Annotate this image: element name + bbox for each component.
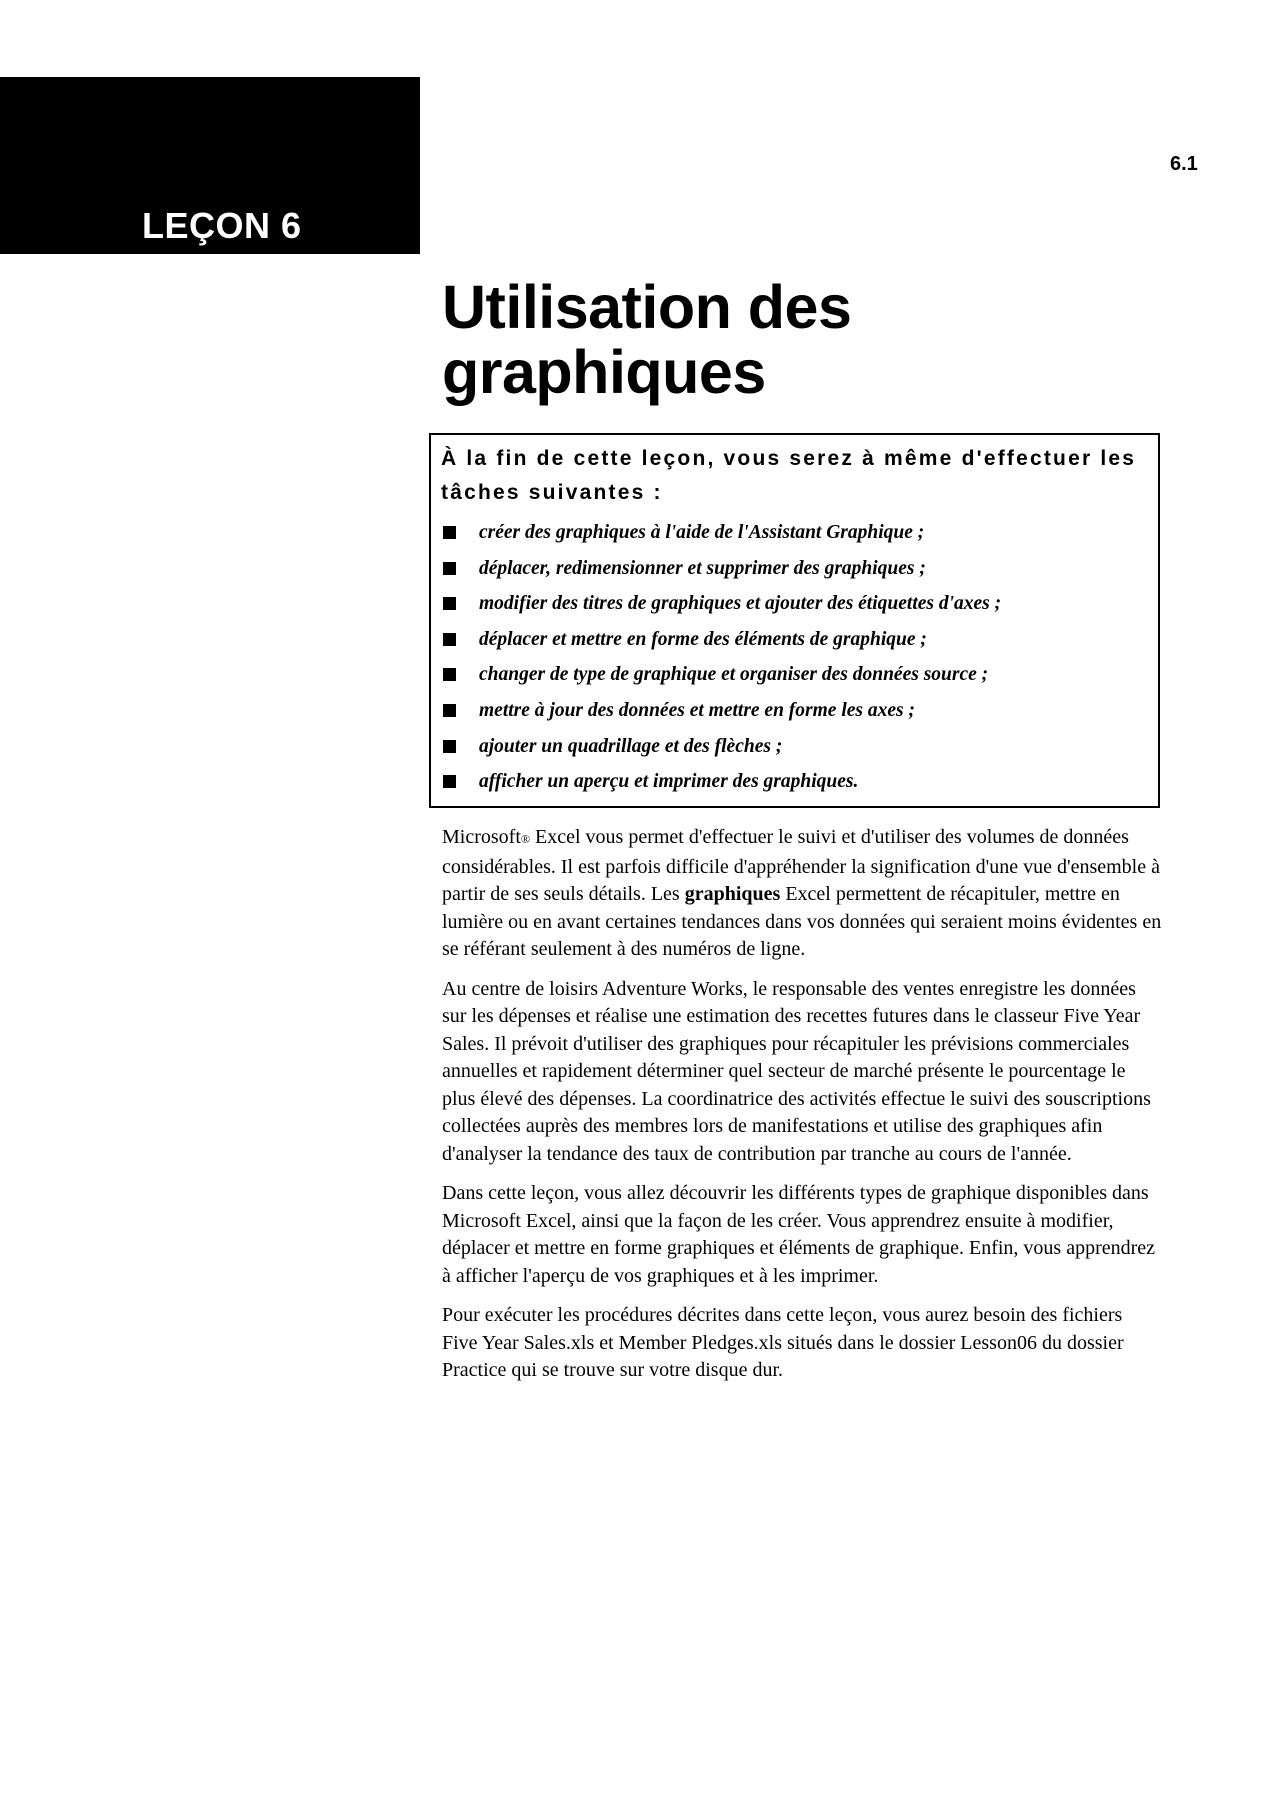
objectives-heading: À la fin de cette leçon, vous serez à même d'effectuer les tâches suivantes : [441, 447, 1137, 504]
objective-text: déplacer, redimensionner et supprimer des graphiques ; [479, 557, 926, 579]
square-bullet-icon [443, 740, 456, 753]
square-bullet-icon [443, 633, 456, 646]
paragraph-overview: Dans cette leçon, vous allez découvrir les différents types de graphique disponibles dans Microsoft Excel, ainsi que la façon de les créer. Vous apprendrez ensuite à modifier, déplacer et mettre en forme graphiques et éléments de graphique. Enfin, vous apprendrez à afficher l'aperçu de vos graphiques et à les imprimer. [442, 1182, 1156, 1287]
objective-item [443, 663, 1143, 699]
body-text [442, 824, 1162, 1397]
objective-text: ajouter un quadrillage et des flèches ; [479, 735, 783, 757]
objective-item [443, 521, 1143, 557]
paragraph-text: Excel vous permet d'effectuer le suivi et d'utiliser des volumes de données considérables. Il est parfois difficile d'appréhender la signification d'une vue d'ensemble à partir de ses seuls détails. Les [442, 826, 1160, 905]
objective-item [443, 770, 1143, 806]
square-bullet-icon [443, 668, 456, 681]
objective-text: changer de type de graphique et organiser des données source ; [479, 664, 989, 686]
objective-text: modifier des titres de graphiques et ajouter des étiquettes d'axes ; [479, 593, 1002, 615]
objective-text: créer des graphiques à l'aide de l'Assistant Graphique ; [479, 522, 925, 543]
objective-text: mettre à jour des données et mettre en forme les axes ; [479, 699, 915, 721]
page-title-line-1: Utilisation des [442, 273, 852, 341]
paragraph-text: Excel permettent de récapituler, mettre en lumière ou en avant certaines tendances dans vos données qui seraient moins évidentes en se référant seulement à des numéros de ligne. [442, 883, 1162, 960]
page-title [442, 275, 1202, 405]
lesson-label: LEÇON 6 [142, 205, 302, 246]
square-bullet-icon [443, 526, 456, 539]
square-bullet-icon [443, 775, 456, 788]
objectives-box [429, 433, 1160, 808]
page-number: 6.1 [1170, 153, 1198, 175]
objective-item [443, 735, 1143, 771]
page-title-line-2: graphiques [442, 338, 766, 406]
paragraph-intro [442, 824, 1162, 964]
square-bullet-icon [443, 704, 456, 717]
objective-text: déplacer et mettre en forme des éléments de graphique ; [479, 628, 927, 650]
objective-item [443, 628, 1143, 664]
paragraph-files: Pour exécuter les procédures décrites dans cette leçon, vous aurez besoin des fichiers Five Year Sales.xls et Member Pledges.xls situés dans le dossier Lesson06 du dossier Practice qui se trouve sur votre disque dur. [442, 1304, 1124, 1381]
brand-name: Microsoft [442, 826, 521, 848]
square-bullet-icon [443, 597, 456, 610]
objective-item [443, 699, 1143, 735]
square-bullet-icon [443, 562, 456, 575]
objective-item [443, 592, 1143, 628]
objectives-list [443, 521, 1143, 806]
paragraph-scenario: Au centre de loisirs Adventure Works, le responsable des ventes enregistre les données sur les dépenses et réalise une estimation des recettes futures dans le classeur Five Year Sales. Il prévoit d'utiliser des graphiques pour récapituler les prévisions commerciales annuelles et rapidement déterminer quel secteur de marché présente le pourcentage le plus élevé des dépenses. La coordinatrice des activités effectue le suivi des souscriptions collectées auprès des membres lors de manifestations et utilise des graphiques afin d'analyser la tendance des taux de contribution par tranche au cours de l'année. [442, 977, 1151, 1165]
objective-text: afficher un aperçu et imprimer des graphiques. [479, 771, 859, 793]
emphasis-term: graphiques [684, 883, 781, 905]
registered-mark: ® [520, 832, 531, 846]
objective-item [443, 557, 1143, 593]
